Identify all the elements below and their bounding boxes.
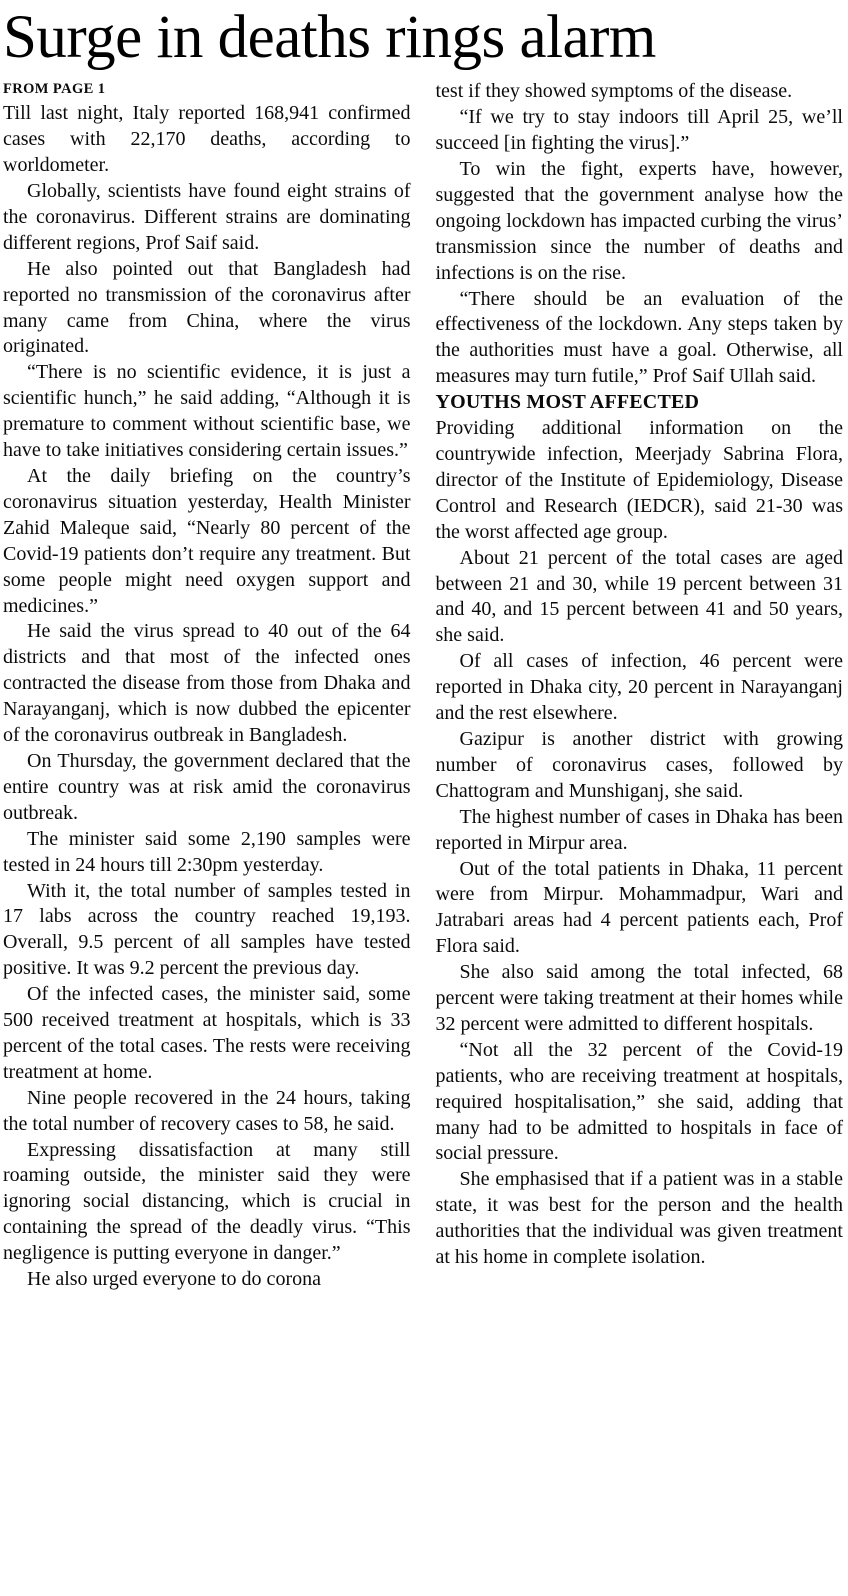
article-paragraph: The minister said some 2,190 samples were tested in 24 hours till 2:30pm yesterday. <box>3 827 411 876</box>
article-paragraph: At the daily briefing on the country’s coronavirus situation yesterday, Health Minister Zahid Maleque said, “Nearly 80 percent of the Covid-19 patients don’t require any treatment. But some people might need oxygen support and medicines.” <box>3 465 411 617</box>
article-paragraph: “If we try to stay indoors till April 25, we’ll succeed [in fighting the virus].” <box>435 106 843 155</box>
article-paragraph: Globally, scientists have found eight strains of the coronavirus. Different strains are dominating different regions, Prof Saif said. <box>3 180 411 254</box>
article-paragraph: Out of the total patients in Dhaka, 11 percent were from Mirpur. Mohammadpur, Wari and Jatrabari areas had 4 percent patients each, Prof Flora said. <box>435 857 843 958</box>
left-column <box>3 79 411 1293</box>
right-column <box>436 79 844 1293</box>
article-paragraph: She emphasised that if a patient was in a stable state, it was best for the person and the health authorities that the individual was given treatment at his home in complete isolation. <box>435 1168 843 1269</box>
article-paragraph: test if they showed symptoms of the disease. <box>435 80 793 103</box>
article-paragraph: About 21 percent of the total cases are aged between 21 and 30, while 19 percent between 31 and 40, and 15 percent between 41 and 50 years, she said. <box>435 546 843 647</box>
right-column-text <box>436 79 844 1271</box>
article-paragraph: She also said among the total infected, 68 percent were taking treatment at their homes while 32 percent were admitted to different hospitals. <box>435 961 843 1035</box>
article-paragraph: Nine people recovered in the 24 hours, taking the total number of recovery cases to 58, he said. <box>3 1086 411 1135</box>
article-paragraph: Of the infected cases, the minister said, some 500 received treatment at hospitals, which is 33 percent of the total cases. The rests were receiving treatment at home. <box>3 983 411 1083</box>
article-paragraph: Till last night, Italy reported 168,941 confirmed cases with 22,170 deaths, according to worldometer. <box>3 102 411 177</box>
article-body <box>3 79 843 1293</box>
section-subheading: YOUTHS MOST AFFECTED <box>435 391 700 414</box>
article-paragraph: Gazipur is another district with growing number of coronavirus cases, followed by Chattogram and Munshiganj, she said. <box>435 727 843 802</box>
article-paragraph: He also pointed out that Bangladesh had reported no transmission of the coronavirus after many came from China, where the virus originated. <box>3 257 411 358</box>
article-paragraph: “Not all the 32 percent of the Covid-19 patients, who are receiving treatment at hospitals, required hospitalisation,” she said, adding that many had to be admitted to hospitals in face of social pressure. <box>435 1038 843 1165</box>
article-paragraph: “There should be an evaluation of the effectiveness of the lockdown. Any steps taken by the authorities must have a goal. Otherwise, all measures may turn futile,” Prof Saif Ullah said. <box>435 287 843 388</box>
headline: Surge in deaths rings alarm <box>3 4 656 71</box>
article-paragraph: Expressing dissatisfaction at many still roaming outside, the minister said they were ignoring social distancing, which is crucial in containing the spread of the deadly virus. “This negligence is putting everyone in danger.” <box>3 1138 411 1265</box>
left-column-text <box>3 101 411 1293</box>
article-paragraph: The highest number of cases in Dhaka has been reported in Mirpur area. <box>435 805 843 854</box>
article-paragraph: On Thursday, the government declared that the entire country was at risk amid the coronavirus outbreak. <box>3 749 411 824</box>
article-paragraph: He said the virus spread to 40 out of the 64 districts and that most of the infected ones contracted the disease from those from Dhaka and Narayanganj, which is now dubbed the epicenter of the coronavirus outbreak in Bangladesh. <box>3 620 411 747</box>
article-paragraph: He also urged everyone to do corona <box>27 1268 321 1291</box>
article-paragraph: Of all cases of infection, 46 percent were reported in Dhaka city, 20 percent in Narayanganj and the rest elsewhere. <box>435 650 843 725</box>
kicker: FROM PAGE 1 <box>3 81 106 98</box>
article-paragraph: “There is no scientific evidence, it is just a scientific hunch,” he said adding, “Although it is premature to comment without scientific base, we have to take initiatives considering certain issues.” <box>3 361 411 462</box>
article-paragraph: To win the fight, experts have, however, suggested that the government analyse how the ongoing lockdown has impacted curbing the virus’ transmission since the number of deaths and infections is on the rise. <box>435 158 843 284</box>
article-paragraph: With it, the total number of samples tested in 17 labs across the country reached 19,193. Overall, 9.5 percent of all samples have tested positive. It was 9.2 percent the previous day. <box>3 879 411 980</box>
article-paragraph: Providing additional information on the countrywide infection, Meerjady Sabrina Flora, director of the Institute of Epidemiology, Disease Control and Research (IEDCR), said 21-30 was the worst affected age group. <box>435 417 843 543</box>
